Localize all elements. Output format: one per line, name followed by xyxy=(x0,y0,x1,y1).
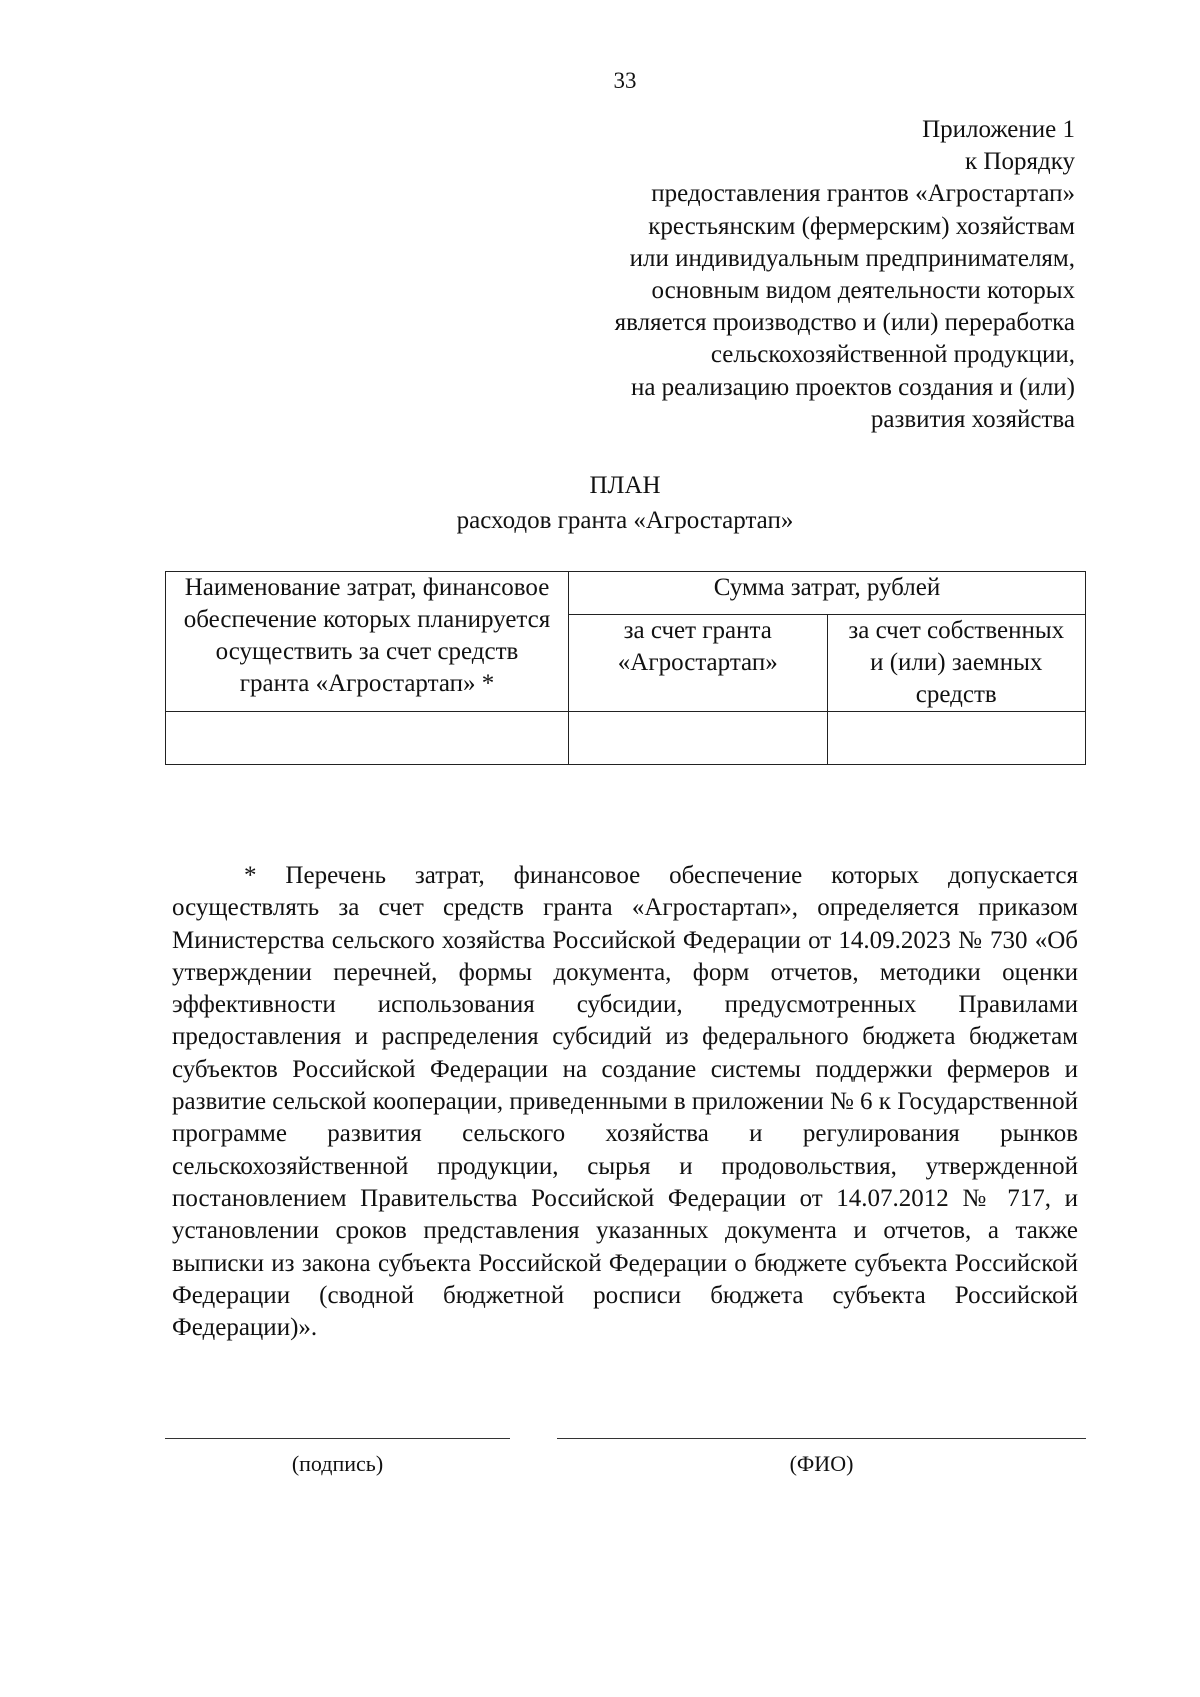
table-header-row xyxy=(166,572,1086,615)
appendix-line: развития хозяйства xyxy=(870,405,1075,433)
cell-own-amount[interactable] xyxy=(827,712,1086,765)
appendix-line: крестьянским (фермерским) хозяйствам xyxy=(648,212,1075,240)
appendix-line: на реализацию проектов создания и (или) xyxy=(630,373,1075,401)
appendix-line: предоставления грантов «Агростартап» xyxy=(651,180,1075,208)
appendix-line: является производство и (или) переработка xyxy=(614,309,1075,337)
header-grant-funds: за счет гранта «Агростартап» xyxy=(569,615,828,712)
full-name-caption: (ФИО) xyxy=(789,1451,854,1476)
header-cost-sum: Сумма затрат, рублей xyxy=(569,572,1086,615)
plan-subtitle: расходов гранта «Агростартап» xyxy=(456,507,794,534)
signature-line xyxy=(165,1438,510,1439)
cell-cost-name[interactable] xyxy=(166,712,569,765)
appendix-line: к Порядку xyxy=(965,148,1075,176)
header-own-funds: за счет собственных и (или) заемных средств xyxy=(827,615,1086,712)
signature-caption: (подпись) xyxy=(291,1451,384,1476)
footnote: * Перечень затрат, финансовое обеспечение которых допускается осуществлять за счет средств гранта «Агростартап», определяется приказом Министерства сельского хозяйства Российской Федерации от 14.09.2023 № 730 «Об утверждении перечней, формы документа, форм отчетов, методики оценки эффективности использования субсидии, предусмотренных Правилами предоставления и распределения субсидий из федерального бюджета бюджетам субъектов Российской Федерации на создание системы поддержки фермеров и развитие сельской кооперации, приведенными в приложении № 6 к Государственной программе развития сельского хозяйства и регулирования рынков сельскохозяйственной продукции, сырья и продовольствия, утвержденной постановлением Правительства Российской Федерации от 14.07.2012 № 717, и установлении сроков представления указанных документа и отчетов, а также выписки из закона субъекта Российской Федерации о бюджете субъекта Российской Федерации (сводной бюджетной росписи бюджета субъекта Российской Федерации)». xyxy=(172,862,1079,1342)
cell-grant-amount[interactable] xyxy=(569,712,828,765)
appendix-line: Приложение 1 xyxy=(922,116,1075,143)
appendix-line: основным видом деятельности которых xyxy=(651,277,1075,305)
appendix-line: или индивидуальным предпринимателям, xyxy=(629,244,1075,272)
full-name-line xyxy=(557,1438,1086,1439)
expense-plan-table xyxy=(165,571,1086,765)
appendix-line: сельскохозяйственной продукции, xyxy=(710,341,1075,369)
header-cost-name: Наименование затрат, финансовое обеспечение которых планируется осуществить за счет средств гранта «Агростартап» * xyxy=(166,572,569,712)
plan-title: ПЛАН xyxy=(589,472,661,499)
page-number: 33 xyxy=(613,68,637,93)
appendix-header xyxy=(515,114,1075,436)
table-row xyxy=(166,712,1086,765)
